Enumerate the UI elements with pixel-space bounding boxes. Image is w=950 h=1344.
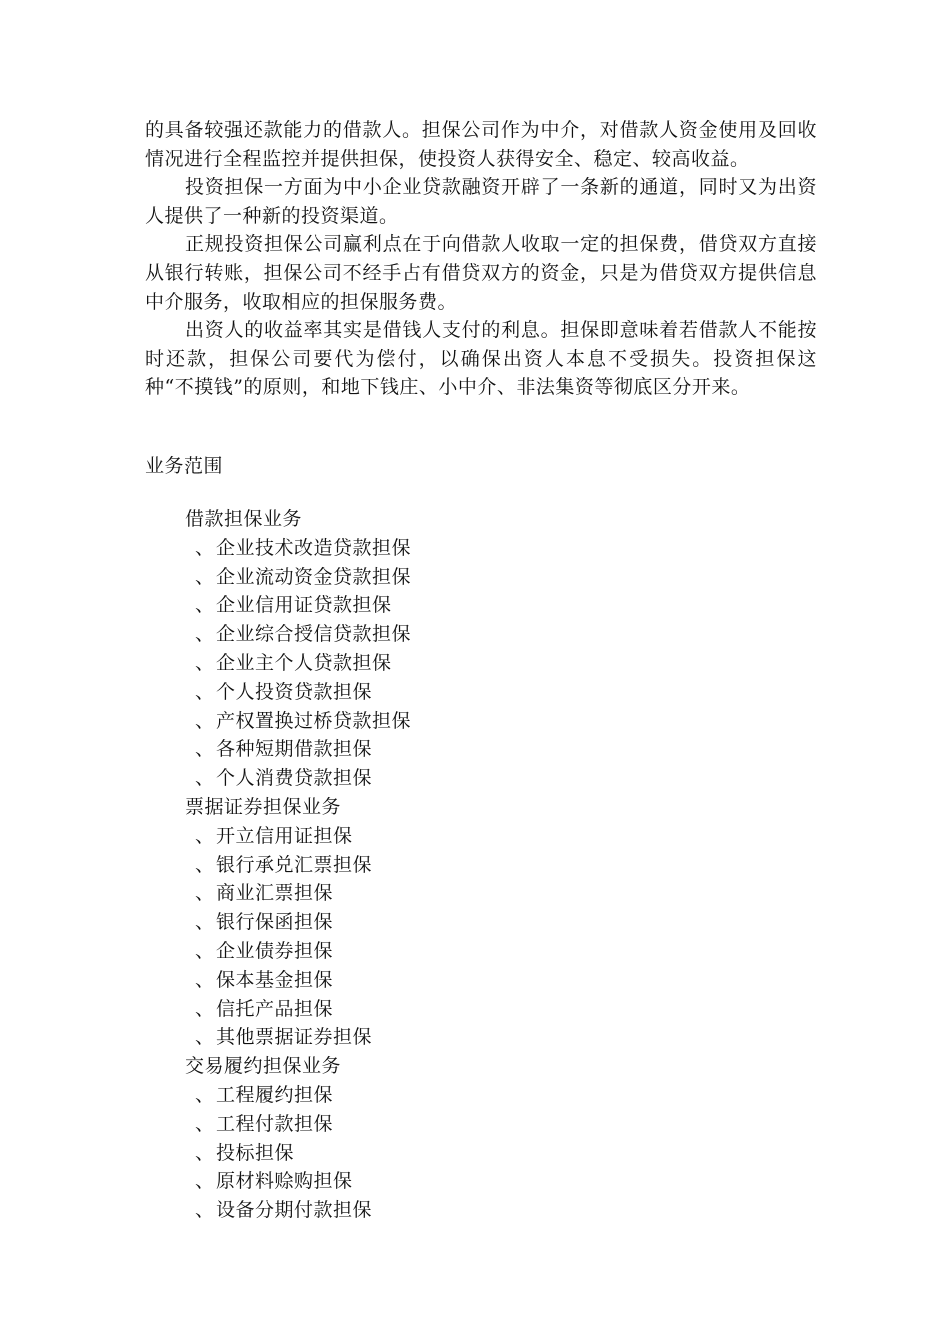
category-title: 票据证券担保业务 [185,795,342,818]
list-item [185,707,685,736]
list-mark: 、 [195,968,215,991]
list-mark: 、 [195,623,215,646]
list-item-text: 银行承兑汇票担保 [216,853,373,876]
paragraph: 正规投资担保公司赢利点在于向借款人收取一定的担保费，借贷双方直接从银行转账，担保公司不经手占有借贷双方的资金，只是为借贷双方提供信息中介服务，收取相应的担保服务费。 [145,233,817,313]
list-mark: 、 [195,738,215,761]
list-item-text: 企业债券担保 [216,939,334,962]
list-item [185,620,685,649]
list-mark: 、 [195,939,215,962]
list-item [185,1023,685,1052]
list-item-text: 企业流动资金贷款担保 [216,565,412,588]
list-mark: 、 [195,594,215,617]
list-item-text: 个人投资贷款担保 [216,680,373,703]
list-item [185,735,685,764]
body-text [145,116,817,402]
list-mark: 、 [195,882,215,905]
list-item [185,851,685,880]
list-mark: 、 [195,709,215,732]
list-mark: 、 [195,824,215,847]
list-item [185,563,685,592]
list-item-text: 投标担保 [216,1141,295,1164]
list-item-text: 银行保函担保 [216,911,334,934]
list-item-text: 其他票据证券担保 [216,1026,373,1049]
list-item [185,937,685,966]
list-mark: 、 [195,767,215,790]
list-mark: 、 [195,1199,215,1222]
list-mark: 、 [195,1141,215,1164]
list-item [185,678,685,707]
list-mark: 、 [195,911,215,934]
list-item [185,1196,685,1225]
list-item-text: 企业信用证贷款担保 [216,594,392,617]
list-mark: 、 [195,565,215,588]
list-item-text: 信托产品担保 [216,997,334,1020]
list-mark: 、 [195,680,215,703]
category-title: 借款担保业务 [185,508,303,530]
list-mark: 、 [195,1112,215,1135]
list-item [185,822,685,851]
paragraph: 出资人的收益率其实是借钱人支付的利息。担保即意味着若借款人不能按时还款，担保公司要代为偿付，以确保出资人本息不受损失。投资担保这种“不摸钱”的原则，和地下钱庄、小中介、非法集资等彻底区分开来。 [145,319,817,399]
list-item [185,591,685,620]
list-item [185,1081,685,1110]
section-heading: 业务范围 [145,455,224,477]
list-item-text: 设备分期付款担保 [216,1199,373,1222]
list-item [185,1139,685,1168]
list-item-text: 企业主个人贷款担保 [216,651,392,674]
paragraph: 投资担保一方面为中小企业贷款融资开辟了一条新的通道，同时又为出资人提供了一种新的投资渠道。 [145,176,817,227]
list-item-text: 工程付款担保 [216,1112,334,1135]
list-mark: 、 [195,1026,215,1049]
list-item-text: 原材料赊购担保 [216,1170,353,1193]
list-item-text: 保本基金担保 [216,968,334,991]
list-item [185,908,685,937]
list-item [185,1167,685,1196]
list-item [185,995,685,1024]
list-item-text: 企业技术改造贷款担保 [216,536,412,559]
list-item [185,966,685,995]
list-mark: 、 [195,1083,215,1106]
list-item-text: 工程履约担保 [216,1083,334,1106]
list-item-text: 商业汇票担保 [216,882,334,905]
list-mark: 、 [195,536,215,559]
business-scope-list [185,505,685,1225]
list-item [185,534,685,563]
list-mark: 、 [195,1170,215,1193]
list-item-text: 开立信用证担保 [216,824,353,847]
list-item [185,1110,685,1139]
list-item [185,649,685,678]
list-mark: 、 [195,853,215,876]
list-item-text: 各种短期借款担保 [216,738,373,761]
list-item [185,764,685,793]
paragraph: 的具备较强还款能力的借款人。担保公司作为中介，对借款人资金使用及回收情况进行全程监控并提供担保，使投资人获得安全、稳定、较高收益。 [145,119,817,170]
list-mark: 、 [195,997,215,1020]
list-mark: 、 [195,651,215,674]
list-item-text: 企业综合授信贷款担保 [216,623,412,646]
list-item [185,879,685,908]
list-item-text: 个人消费贷款担保 [216,767,373,790]
list-item-text: 产权置换过桥贷款担保 [216,709,412,732]
category-title: 交易履约担保业务 [185,1055,342,1078]
